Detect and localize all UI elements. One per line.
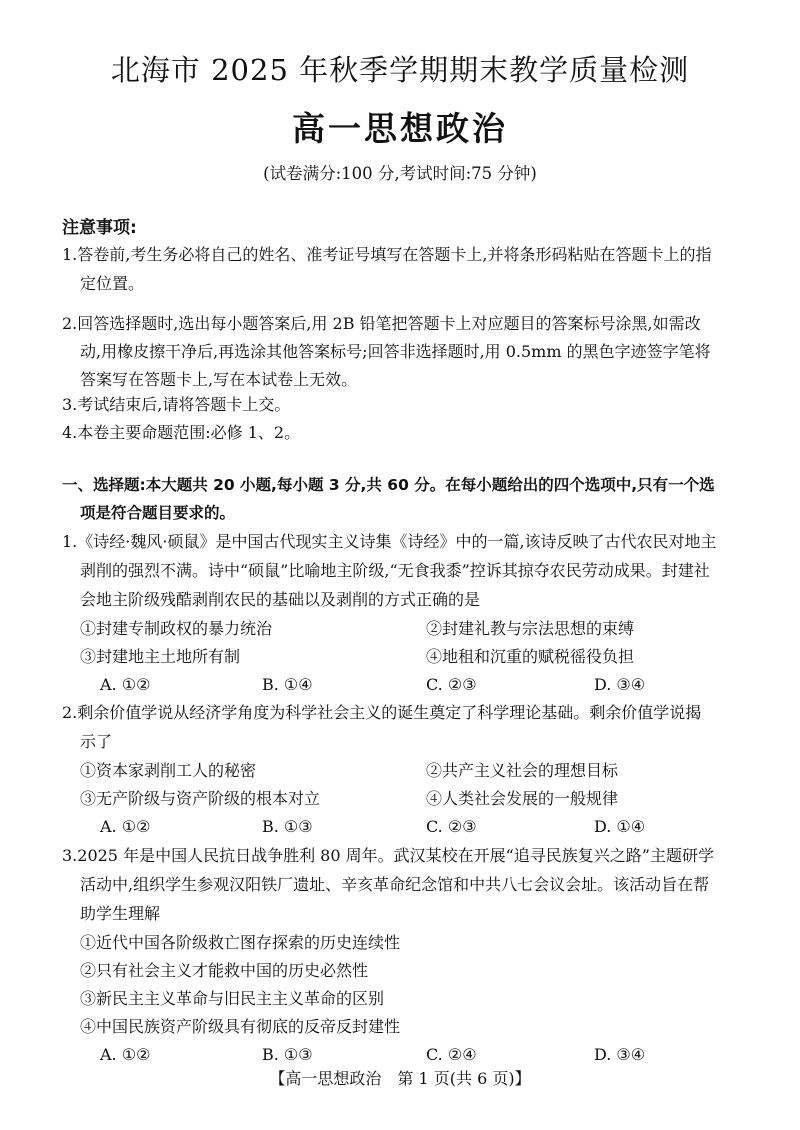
notice-line: 4.本卷主要命题范围:必修 1、2。 xyxy=(62,423,301,442)
question-3-stem: 3.2025 年是中国人民抗日战争胜利 80 周年。武汉某校在开展“追寻民族复兴之路”主题研学 xyxy=(62,846,714,865)
notice-line: 3.考试结束后,请将答题卡上交。 xyxy=(62,395,291,414)
score-info: (试卷满分:100 分,考试时间:75 分钟) xyxy=(263,164,537,183)
question-1-choice-c[interactable]: C. ②③ xyxy=(426,675,477,694)
question-3-stem: 助学生理解 xyxy=(80,904,161,923)
notice-line: 定位置。 xyxy=(80,274,145,293)
question-2-choice-a[interactable]: A. ①② xyxy=(100,817,151,836)
notice-heading: 注意事项: xyxy=(62,218,137,238)
question-3-item: ③新民主主义革命与旧民主主义革命的区别 xyxy=(80,989,385,1008)
question-2-choice-b[interactable]: B. ①③ xyxy=(262,817,313,836)
question-1-item: ③封建地主土地所有制 xyxy=(80,647,241,666)
question-1-stem: 剥削的强烈不满。诗中“硕鼠”比喻地主阶级,“无食我黍”控诉其掠夺农民劳动成果。封建社 xyxy=(80,561,710,580)
section-heading-cont: 项是符合题目要求的。 xyxy=(80,504,236,522)
question-2-item: ②共产主义社会的理想目标 xyxy=(426,761,619,780)
section-heading: 一、选择题:本大题共 20 小题,每小题 3 分,共 60 分。在每小题给出的四个选项中,只有一个选 xyxy=(62,476,715,494)
question-2-choice-d[interactable]: D. ①④ xyxy=(594,817,646,836)
exam-title: 北海市 2025 年秋季学期期末教学质量检测 xyxy=(110,53,690,87)
notice-line: 1.答卷前,考生务必将自己的姓名、准考证号填写在答题卡上,并将条形码粘贴在答题卡上的指 xyxy=(62,245,712,264)
notice-line: 2.回答选择题时,选出每小题答案后,用 2B 铅笔把答题卡上对应题目的答案标号涂黑,如需改 xyxy=(62,314,701,333)
question-2-stem: 示了 xyxy=(80,732,113,751)
question-3-choice-c[interactable]: C. ②④ xyxy=(426,1045,477,1064)
page-footer: 【高一思想政治 第 1 页(共 6 页)】 xyxy=(269,1069,531,1088)
question-1-stem: 会地主阶级残酷剥削农民的基础以及剥削的方式正确的是 xyxy=(80,590,481,609)
question-1-item: ②封建礼教与宗法思想的束缚 xyxy=(426,619,635,638)
question-3-choice-a[interactable]: A. ①② xyxy=(100,1045,151,1064)
question-3-choice-d[interactable]: D. ③④ xyxy=(594,1045,646,1064)
notice-line: 答案写在答题卡上,写在本试卷上无效。 xyxy=(80,370,358,389)
question-3-item: ④中国民族资产阶级具有彻底的反帝反封建性 xyxy=(80,1017,401,1036)
question-3-stem: 活动中,组织学生参观汉阳铁厂遗址、辛亥革命纪念馆和中共八七会议会址。该活动旨在帮 xyxy=(80,875,710,894)
question-1-choice-a[interactable]: A. ①② xyxy=(100,675,151,694)
question-2-item: ④人类社会发展的一般规律 xyxy=(426,789,619,808)
question-2-item: ③无产阶级与资产阶级的根本对立 xyxy=(80,789,321,808)
question-3-choice-b[interactable]: B. ①③ xyxy=(262,1045,313,1064)
question-1-item: ④地租和沉重的赋税徭役负担 xyxy=(426,647,635,666)
question-2-item: ①资本家剥削工人的秘密 xyxy=(80,761,257,780)
subject-title: 高一思想政治 xyxy=(292,109,508,148)
question-2-choice-c[interactable]: C. ②③ xyxy=(426,817,477,836)
question-2-stem: 2.剩余价值学说从经济学角度为科学社会主义的诞生奠定了科学理论基础。剩余价值学说揭 xyxy=(62,703,702,722)
question-1-item: ①封建专制政权的暴力统治 xyxy=(80,619,273,638)
question-1-choice-d[interactable]: D. ③④ xyxy=(594,675,646,694)
notice-line: 动,用橡皮擦干净后,再选涂其他答案标号;回答非选择题时,用 0.5mm 的黑色字迹签字笔将 xyxy=(80,342,711,361)
question-1-choice-b[interactable]: B. ①④ xyxy=(262,675,313,694)
question-3-item: ①近代中国各阶级救亡图存探索的历史连续性 xyxy=(80,933,401,952)
question-1-stem: 1.《诗经·魏风·硕鼠》是中国古代现实主义诗集《诗经》中的一篇,该诗反映了古代农民对地主 xyxy=(62,532,717,551)
question-3-item: ②只有社会主义才能救中国的历史必然性 xyxy=(80,961,369,980)
